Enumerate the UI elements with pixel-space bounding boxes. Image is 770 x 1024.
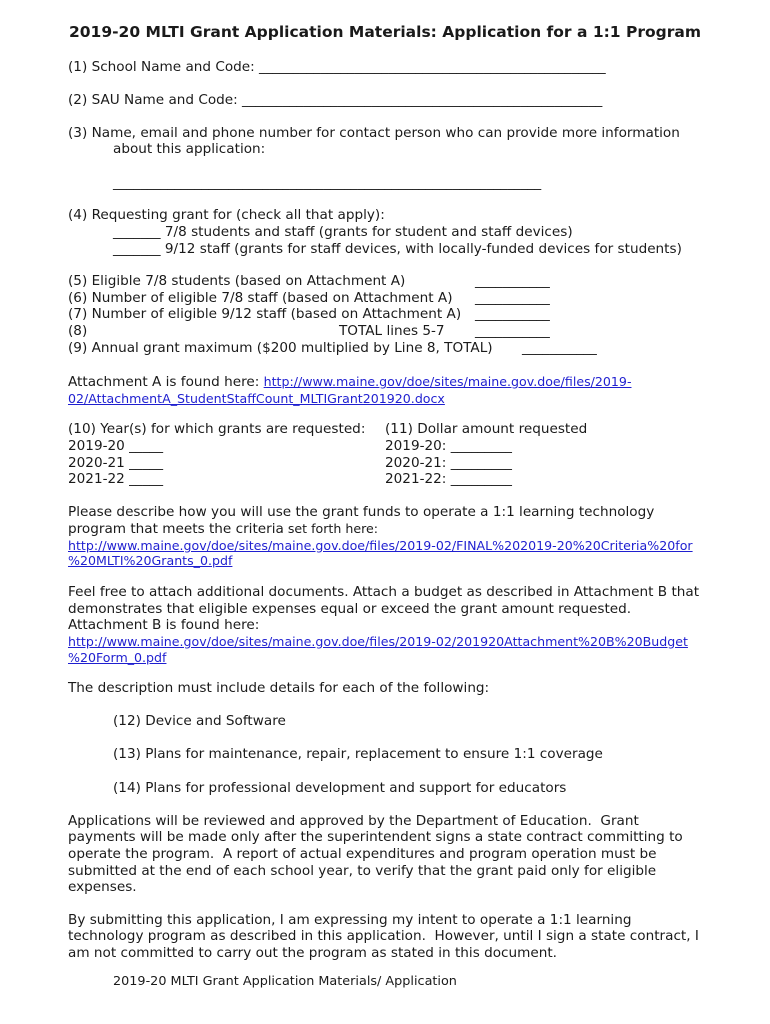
- page-title: 2019-20 MLTI Grant Application Materials: Application for a 1:1 Program: [68, 23, 701, 41]
- line-6-label: (6) Number of eligible 7/8 staff (based on Attachment A): [68, 290, 453, 306]
- line-5-label: (5) Eligible 7/8 students (based on Attachment A): [68, 273, 406, 289]
- contact-field[interactable]: _______________________________________________________________: [113, 175, 542, 191]
- contact-question-cont: about this application:: [113, 141, 266, 157]
- line-5-blank[interactable]: ___________: [475, 273, 550, 289]
- grant-option-7-8[interactable]: _______ 7/8 students and staff (grants for student and staff devices): [113, 224, 573, 240]
- describe-text: program that meets the criteria: [68, 521, 284, 537]
- review-paragraph-4: submitted at the end of each school year, to verify that the grant paid only for eligible: [68, 863, 657, 879]
- school-name-field[interactable]: (1) School Name and Code: ___________________________________________________: [68, 59, 606, 75]
- line-6-blank[interactable]: ___________: [475, 290, 550, 306]
- year-2019-20[interactable]: 2019-20 _____: [68, 438, 164, 454]
- line-8-label: (8): [68, 323, 88, 339]
- review-paragraph-5: expenses.: [68, 879, 137, 895]
- attachment-a-link-cont[interactable]: 02/AttachmentA_StudentStaffCount_MLTIGrant201920.docx: [68, 391, 445, 406]
- line-9-label: (9) Annual grant maximum ($200 multiplied by Line 8, TOTAL): [68, 340, 493, 356]
- dollar-2020-21[interactable]: 2020-21: _________: [385, 455, 512, 471]
- contact-question: (3) Name, email and phone number for contact person who can provide more information: [68, 125, 680, 141]
- attachment-a-text: Attachment A is found here:: [68, 374, 264, 390]
- year-2020-21[interactable]: 2020-21 _____: [68, 455, 164, 471]
- dollars-heading: (11) Dollar amount requested: [385, 421, 588, 437]
- review-paragraph-3: operate the program. A report of actual expenditures and program operation must be: [68, 846, 657, 862]
- submit-paragraph-1: By submitting this application, I am expressing my intent to operate a 1:1 learning: [68, 912, 632, 928]
- page-footer: 2019-20 MLTI Grant Application Materials/ Application: [113, 974, 457, 989]
- attachment-b-link[interactable]: http://www.maine.gov/doe/sites/maine.gov.doe/files/2019-02/201920Attachment%20B%20Budget: [68, 634, 688, 649]
- attach-paragraph: Feel free to attach additional documents. Attach a budget as described in Attachment B that: [68, 584, 700, 600]
- sau-name-field[interactable]: (2) SAU Name and Code: _____________________________________________________: [68, 92, 603, 108]
- submit-paragraph-2: technology program as described in this application. However, until I sign a state contract, I: [68, 928, 699, 944]
- line-7-label: (7) Number of eligible 9/12 staff (based on Attachment A): [68, 306, 462, 322]
- detail-maintenance: (13) Plans for maintenance, repair, replacement to ensure 1:1 coverage: [113, 746, 603, 762]
- line-7-blank[interactable]: ___________: [475, 306, 550, 322]
- line-8-blank[interactable]: ___________: [475, 323, 550, 339]
- submit-paragraph-3: am not committed to carry out the program as stated in this document.: [68, 945, 558, 961]
- criteria-link-cont[interactable]: %20MLTI%20Grants_0.pdf: [68, 553, 233, 568]
- review-paragraph-2: payments will be made only after the superintendent signs a state contract committing to: [68, 829, 683, 845]
- describe-paragraph-cont: [68, 520, 378, 538]
- grant-type-heading: (4) Requesting grant for (check all that apply):: [68, 207, 385, 223]
- criteria-link[interactable]: http://www.maine.gov/doe/sites/maine.gov.doe/files/2019-02/FINAL%202019-20%20Criteria%20for: [68, 538, 693, 553]
- attachment-b-link-cont[interactable]: %20Form_0.pdf: [68, 650, 167, 665]
- attach-paragraph-2: demonstrates that eligible expenses equal or exceed the grant amount requested.: [68, 601, 632, 617]
- line-8-total-label: TOTAL lines 5-7: [339, 323, 445, 339]
- details-intro: The description must include details for each of the following:: [68, 680, 490, 696]
- dollar-2021-22[interactable]: 2021-22: _________: [385, 471, 512, 487]
- describe-set-forth: set forth here:: [283, 521, 378, 536]
- attach-paragraph-3: Attachment B is found here:: [68, 617, 260, 633]
- grant-option-9-12[interactable]: _______ 9/12 staff (grants for staff devices, with locally-funded devices for students): [113, 241, 682, 257]
- years-heading: (10) Year(s) for which grants are requested:: [68, 421, 366, 437]
- dollar-2019-20[interactable]: 2019-20: _________: [385, 438, 512, 454]
- attachment-a-line: [68, 373, 631, 391]
- detail-professional-development: (14) Plans for professional development and support for educators: [113, 780, 567, 796]
- review-paragraph-1: Applications will be reviewed and approved by the Department of Education. Grant: [68, 813, 639, 829]
- attachment-a-link[interactable]: http://www.maine.gov/doe/sites/maine.gov.doe/files/2019-: [263, 374, 632, 389]
- year-2021-22[interactable]: 2021-22 _____: [68, 471, 164, 487]
- detail-device-software: (12) Device and Software: [113, 713, 286, 729]
- line-9-blank[interactable]: ___________: [522, 340, 597, 356]
- describe-paragraph: Please describe how you will use the grant funds to operate a 1:1 learning technology: [68, 504, 655, 520]
